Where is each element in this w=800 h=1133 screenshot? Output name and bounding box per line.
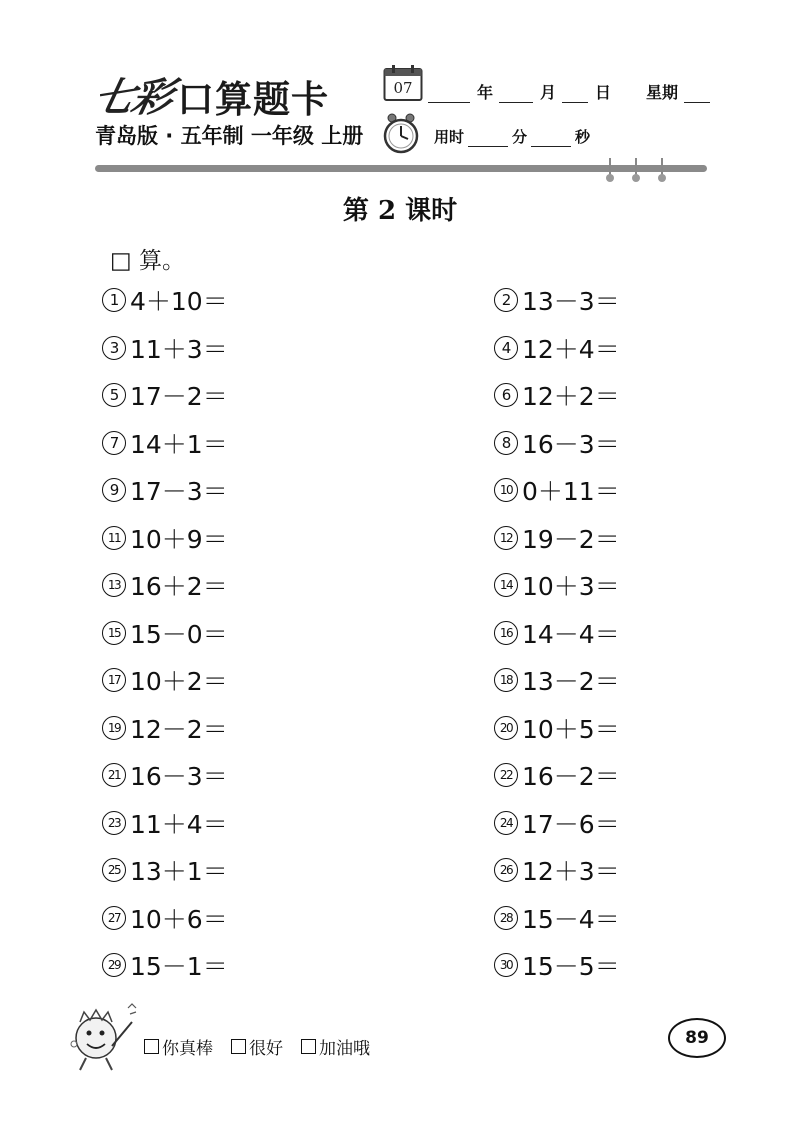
problem-expression: 16－3＝ [130,762,228,791]
mascot-illustration [66,1000,142,1072]
time-fields [430,126,594,147]
lesson-title: 第 2 课时 [342,196,458,226]
problem-expression: 15－0＝ [130,619,228,649]
binder-ring [607,158,613,180]
problem-grid [102,280,742,990]
brand-logo [89,66,329,123]
problem-expression: 12－2＝ [130,714,228,744]
problem-expression: 14－4＝ [522,619,620,649]
problem-item [102,423,228,463]
problem-number: 27 [102,906,126,930]
problem-number: 4 [494,336,518,360]
problem-expression: 16－2＝ [522,762,620,791]
rating-option-good[interactable] [231,1034,283,1059]
problem-expression: 15－1＝ [130,952,228,981]
problem-number: 29 [102,953,126,977]
problem-expression: 10＋2＝ [130,667,228,696]
problem-item [102,803,228,843]
problem-expression: 12＋2＝ [522,382,620,411]
problem-item [494,708,620,748]
page-header [0,0,800,190]
problem-number: 17 [102,668,126,692]
problem-item [102,565,228,605]
problem-number: 8 [494,431,518,455]
problem-expression: 10＋6＝ [130,904,228,934]
problem-item [102,898,228,938]
problem-item [102,850,228,890]
problem-number: 25 [102,858,126,882]
problem-expression: 17－6＝ [522,809,620,839]
minutes-blank[interactable] [468,130,508,147]
brand-name: 口算题卡 [177,78,329,121]
problem-item [102,945,228,985]
problem-number: 3 [102,336,126,360]
problem-expression: 11＋3＝ [130,334,228,364]
seconds-blank[interactable] [531,130,571,147]
problem-number: 30 [494,953,518,977]
problem-item [494,565,620,605]
year-blank[interactable] [428,86,470,103]
problem-item [102,708,228,748]
day-label: 日 [595,83,612,102]
problem-number: 24 [494,811,518,835]
problem-expression: 17－2＝ [130,382,228,411]
header-rule [95,165,707,172]
problem-item [102,328,228,368]
problem-expression: 10＋3＝ [522,572,620,601]
problem-number: 1 [102,288,126,312]
problem-expression: 10＋5＝ [522,714,620,744]
problem-number: 6 [494,383,518,407]
problem-expression: 11＋4＝ [130,809,228,839]
problem-expression: 15－4＝ [522,904,620,934]
problem-number: 5 [102,383,126,407]
problem-item [102,280,228,320]
problem-item [102,470,228,510]
day-blank[interactable] [562,86,588,103]
problem-expression: 14＋1＝ [130,429,228,459]
problem-number: 28 [494,906,518,930]
time-used-label: 用时 [434,128,465,146]
problem-item [494,803,620,843]
problem-expression: 10＋9＝ [130,524,228,554]
problem-number: 13 [102,573,126,597]
problem-number: 21 [102,763,126,787]
instruction: □ 算。 [110,248,186,274]
calendar-day: 07 [393,79,413,97]
problem-expression: 16＋2＝ [130,572,228,601]
problem-expression: 13－3＝ [522,287,620,316]
problem-expression: 19－2＝ [522,524,620,554]
rating-checkbox[interactable] [144,1039,159,1054]
problem-item [494,470,620,510]
problem-item [494,660,620,700]
problem-number: 15 [102,621,126,645]
minutes-label: 分 [512,128,528,146]
problem-item [494,898,620,938]
problem-expression: 4＋10＝ [130,287,228,316]
month-label: 月 [540,83,557,102]
rating-label: 很好 [249,1039,283,1059]
page-number: 89 [668,1018,726,1058]
seconds-label: 秒 [575,128,591,146]
problem-expression: 15－5＝ [522,952,620,981]
weekday-label: 星期 [646,83,679,102]
calendar-icon [383,64,423,102]
problem-item [494,850,620,890]
rating-checkbox[interactable] [301,1039,316,1054]
problem-item [494,945,620,985]
rating-label: 你真棒 [162,1039,213,1059]
problem-item [494,613,620,653]
problem-item [494,755,620,795]
problem-number: 23 [102,811,126,835]
rating-checkbox[interactable] [231,1039,246,1054]
problem-number: 20 [494,716,518,740]
problem-number: 12 [494,526,518,550]
problem-item [102,613,228,653]
binder-ring [633,158,639,180]
self-rating [144,1034,388,1059]
problem-item [494,375,620,415]
problem-number: 22 [494,763,518,787]
problem-expression: 13－2＝ [522,667,620,696]
problem-expression: 17－3＝ [130,477,228,506]
problem-item [102,660,228,700]
problem-expression: 12＋4＝ [522,334,620,364]
problem-number: 19 [102,716,126,740]
rating-option-great[interactable] [144,1034,213,1059]
problem-expression: 13＋1＝ [130,857,228,886]
problem-item [494,328,620,368]
problem-number: 10 [494,478,518,502]
problem-number: 16 [494,621,518,645]
problem-item [494,518,620,558]
problem-item [494,280,620,320]
problem-item [102,375,228,415]
problem-number: 26 [494,858,518,882]
month-blank[interactable] [499,86,533,103]
rating-label: 加油哦 [319,1039,370,1059]
date-fields [428,80,710,103]
brand-script: 七彩 [89,74,176,121]
problem-item [494,423,620,463]
rating-option-keep-going[interactable] [301,1034,370,1059]
problem-expression: 0＋11＝ [522,477,620,506]
problem-number: 14 [494,573,518,597]
problem-number: 7 [102,431,126,455]
problem-expression: 12＋3＝ [522,857,620,886]
problem-number: 18 [494,668,518,692]
edition-label: 青岛版 · 五年制 一年级 上册 [95,124,364,148]
problem-number: 2 [494,288,518,312]
problem-number: 11 [102,526,126,550]
year-label: 年 [477,83,494,102]
problem-item [102,755,228,795]
problem-item [102,518,228,558]
weekday-blank[interactable] [684,86,710,103]
problem-number: 9 [102,478,126,502]
binder-ring [659,158,665,180]
problem-expression: 16－3＝ [522,429,620,459]
clock-icon [381,112,421,154]
